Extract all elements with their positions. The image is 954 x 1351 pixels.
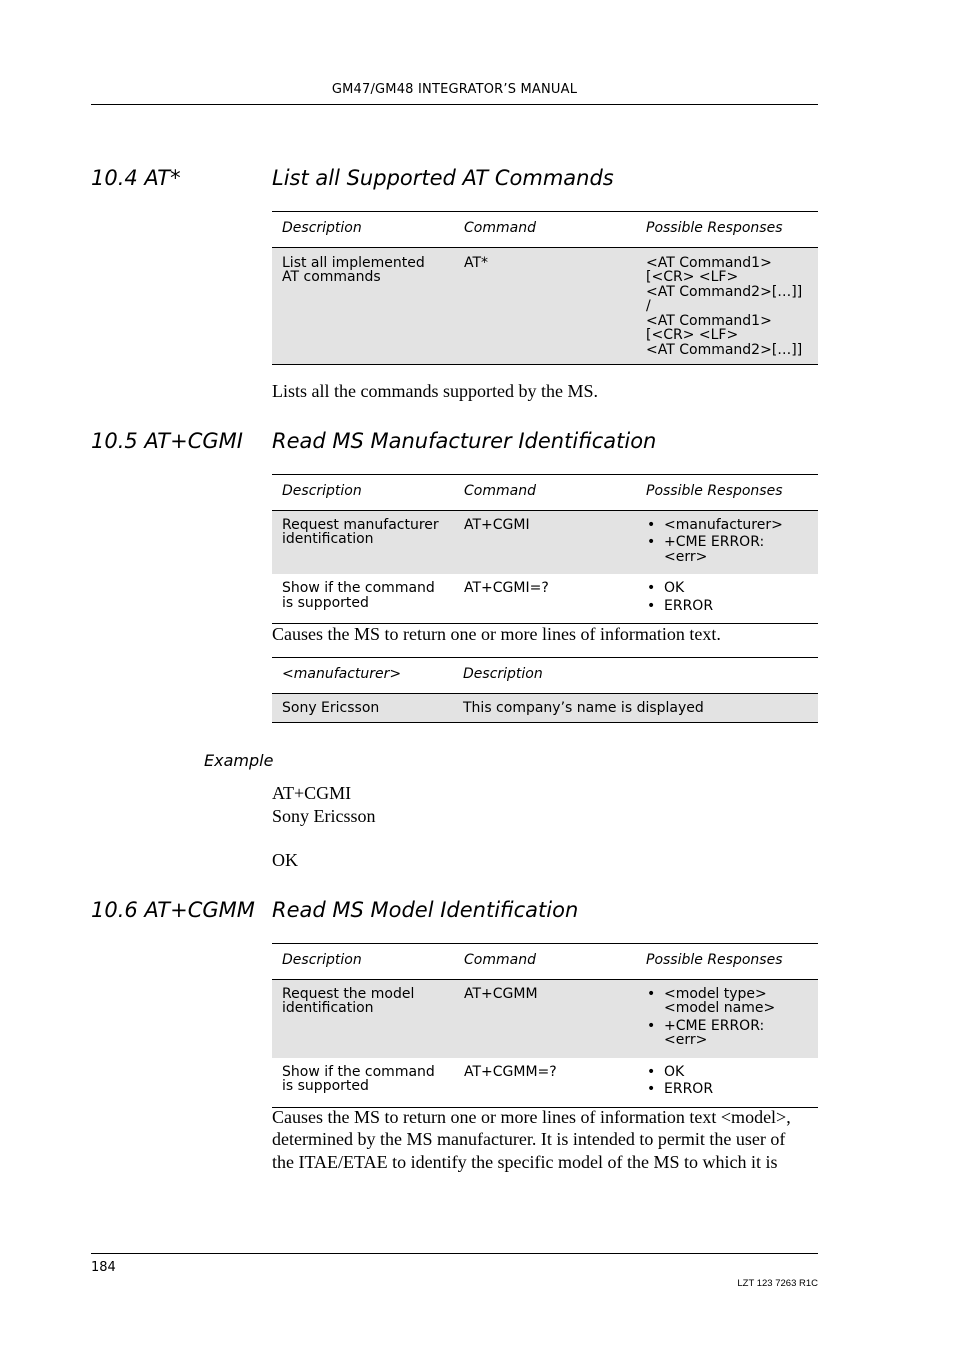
parameter-table <box>272 657 818 723</box>
table-header-row <box>272 658 818 694</box>
response-item: • OK <box>664 1065 808 1080</box>
body-paragraph-line: determined by the MS manufacturer. It is intended to permit the user of <box>272 1129 786 1149</box>
response-item: • OK <box>664 581 808 596</box>
response-line: <AT Command2>[…]] <box>646 283 803 300</box>
response-line: <AT Command1> <box>646 312 772 329</box>
column-header: Command <box>464 483 536 499</box>
description-cell: List all implemented AT commands <box>272 247 454 365</box>
response-line: <AT Command1> <box>646 254 772 271</box>
responses-cell <box>636 247 818 365</box>
responses-cell <box>636 979 818 1058</box>
column-header: <manufacturer> <box>282 666 402 682</box>
body-paragraph-line: the ITAE/ETAE to identify the specific model of the MS to which it is <box>272 1152 778 1172</box>
response-item: • +CME ERROR: <err> <box>664 1019 808 1048</box>
table-row <box>272 693 818 723</box>
running-header: GM47/GM48 INTEGRATOR’S MANUAL <box>331 82 578 97</box>
section-number: 10.6 AT+CGMM <box>91 898 255 922</box>
responses-cell <box>636 510 818 574</box>
page-number: 184 <box>91 1260 116 1275</box>
body-paragraph-line: Causes the MS to return one or more lines of information text <model>, <box>272 1107 791 1127</box>
response-item: • <manufacturer> <box>664 518 808 533</box>
table-row <box>272 574 818 624</box>
response-line: / <box>646 298 651 314</box>
column-header: Description <box>282 952 362 968</box>
section-title: Read MS Manufacturer Identification <box>272 429 657 453</box>
command-cell: AT* <box>454 247 636 365</box>
response-line: [<CR> <LF> <box>646 327 739 343</box>
response-item: • ERROR <box>664 599 808 614</box>
example-line: Sony Ericsson <box>272 806 376 826</box>
column-header: Possible Responses <box>646 483 783 499</box>
command-cell: AT+CGMM <box>454 979 636 1058</box>
table-header-row <box>272 944 818 980</box>
description-cell: Show if the command is supported <box>282 1063 435 1094</box>
response-item: • <model type> <model name> <box>664 987 808 1016</box>
column-header: Possible Responses <box>646 952 783 968</box>
command-table <box>272 943 818 1108</box>
table-row <box>272 247 818 365</box>
command-cell: AT+CGMI=? <box>464 580 549 596</box>
table-header-row <box>272 212 818 248</box>
example-line: AT+CGMI <box>272 783 352 803</box>
response-line: [<CR> <LF> <box>646 269 739 285</box>
response-item: • +CME ERROR: <err> <box>664 535 808 564</box>
section-title: Read MS Model Identification <box>272 898 579 922</box>
column-header: Description <box>282 220 362 236</box>
header-rule <box>91 104 818 105</box>
command-table <box>272 474 818 624</box>
body-paragraph: Lists all the commands supported by the MS. <box>272 381 598 401</box>
table-row <box>272 979 818 1058</box>
document-id: LZT 123 7263 R1C <box>737 1278 818 1289</box>
value-cell: Sony Ericsson <box>272 693 453 723</box>
table-row <box>272 1058 818 1108</box>
column-header: Command <box>464 220 536 236</box>
responses-cell <box>636 574 818 624</box>
description-cell: Show if the command is supported <box>282 580 435 611</box>
command-table <box>272 211 818 365</box>
description-cell: This company’s name is displayed <box>453 693 818 723</box>
table-header-row <box>272 475 818 511</box>
section-number: 10.4 AT* <box>91 166 181 190</box>
response-line: <AT Command2>[…]] <box>646 341 803 358</box>
column-header: Description <box>463 666 543 682</box>
table-row <box>272 510 818 574</box>
column-header: Description <box>282 483 362 499</box>
command-cell: AT+CGMI <box>454 510 636 574</box>
example-line: OK <box>272 850 298 870</box>
section-title: List all Supported AT Commands <box>272 166 614 190</box>
section-number: 10.5 AT+CGMI <box>91 429 243 453</box>
description-cell: Request manufacturer identification <box>272 510 454 574</box>
response-item: • ERROR <box>664 1082 808 1097</box>
command-cell: AT+CGMM=? <box>464 1063 557 1080</box>
responses-cell <box>636 1058 818 1108</box>
column-header: Command <box>464 952 536 968</box>
description-cell: Request the model identification <box>272 979 454 1058</box>
example-label: Example <box>204 751 274 770</box>
footer-rule <box>91 1253 818 1254</box>
column-header: Possible Responses <box>646 220 783 236</box>
body-paragraph: Causes the MS to return one or more lines of information text. <box>272 624 721 644</box>
